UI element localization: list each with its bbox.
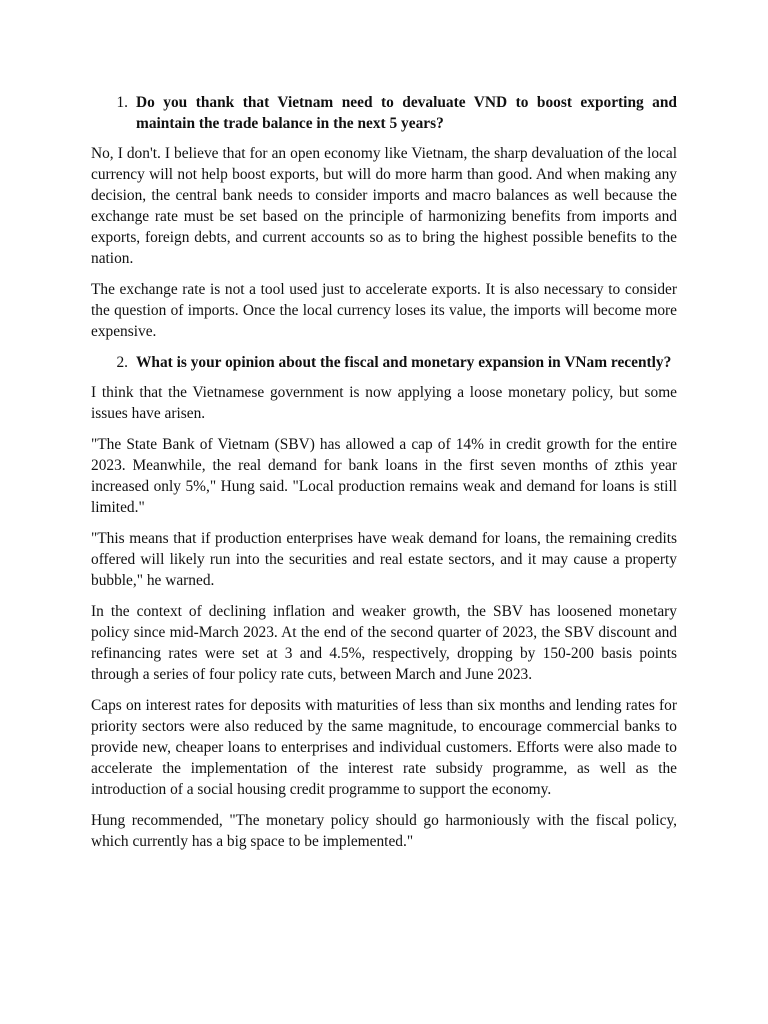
question-number: 1. [116,94,128,111]
question-1 [91,92,677,134]
paragraph: I think that the Vietnamese government is now applying a loose monetary policy, but some issues have arisen. [91,384,677,422]
paragraph: Caps on interest rates for deposits with maturities of less than six months and lending rates for priority sectors were also reduced by the same magnitude, to encourage commercial banks to provide new, cheaper loans to enterprises and individual customers. Efforts were also made to accelerate the implementation of the interest rate subsidy programme, as well as the introduction of a social housing credit programme to support the economy. [91,697,677,798]
paragraph: "The State Bank of Vietnam (SBV) has allowed a cap of 14% in credit growth for the entire 2023. Meanwhile, the real demand for bank loans in the first seven months of zthis year increased only 5%," Hung said. "Local production remains weak and demand for loans is still limited." [91,436,677,516]
document-body [91,92,677,862]
paragraph: No, I don't. I believe that for an open economy like Vietnam, the sharp devaluation of the local currency will not help boost exports, but will do more harm than good. And when making any decision, the central bank needs to consider imports and macro balances as well because the exchange rate must be set based on the principle of harmonizing benefits from imports and exports, foreign debts, and current accounts so as to bring the highest possible benefits to the nation. [91,145,677,267]
paragraph: "This means that if production enterprises have weak demand for loans, the remaining credits offered will likely run into the securities and real estate sectors, and it may cause a property bubble," he warned. [91,530,677,589]
question-text: Do you thank that Vietnam need to devaluate VND to boost exporting and maintain the trade balance in the next 5 years? [136,94,677,132]
question-2 [91,352,677,373]
paragraph: The exchange rate is not a tool used just to accelerate exports. It is also necessary to consider the question of imports. Once the local currency loses its value, the imports will become more expensive. [91,281,677,340]
question-number: 2. [116,354,128,371]
question-text: What is your opinion about the fiscal and monetary expansion in VNam recently? [136,354,672,371]
paragraph: In the context of declining inflation and weaker growth, the SBV has loosened monetary policy since mid-March 2023. At the end of the second quarter of 2023, the SBV discount and refinancing rates were set at 3 and 4.5%, respectively, dropping by 150-200 basis points through a series of four policy rate cuts, between March and June 2023. [91,603,677,683]
paragraph: Hung recommended, "The monetary policy should go harmoniously with the fiscal policy, which currently has a big space to be implemented." [91,812,677,850]
